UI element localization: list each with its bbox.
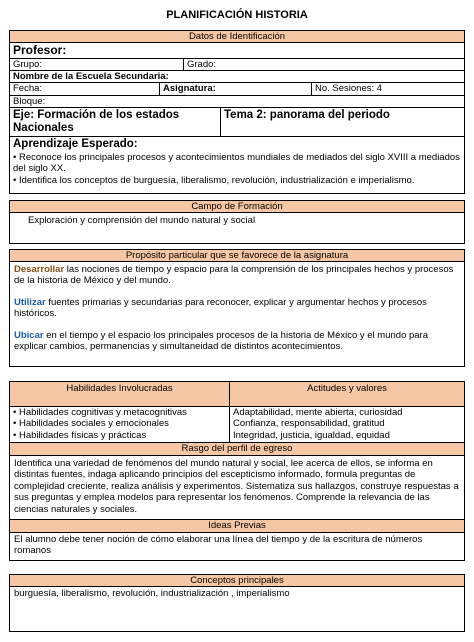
proposito-header: Propósito particular que se favorece de la asignatura [10,250,464,262]
list-item: • Identifica los conceptos de burguesía, liberalismo, revolución, industrialización e imperialismo. [13,175,461,186]
grupo-label: Grupo: [10,59,184,70]
rasgo-text: Identifica una variedad de fenómenos del mundo natural y social, lee acerca de ellos, se informa en distintas fuentes, indaga aplicando principios del escepticismo informado, formula preguntas de complejidad creciente, realiza análisis y experimentos. Sistematiza sus hallazgos, construye respuestas a sus preguntas y emplea modelos para representar los fenómenos. Comprende la relevancia de las ciencias naturales y sociales. [14,458,459,515]
fecha-label: Fecha: [10,83,160,95]
proposito-paragraph [14,297,460,320]
bloque-label: Bloque: [13,96,46,107]
actitud-item: Confianza, responsabilidad, gratitud [233,418,385,430]
campo-header: Campo de Formación [10,201,464,213]
actitudes-header: Actitudes y valores [307,383,387,394]
eje-label: Eje: Formación de los estados Nacionales [10,108,221,136]
proposito-paragraph [14,264,460,287]
proposito-paragraph [14,330,460,353]
proposito-text: las nociones de tiempo y espacio para la comprensión de los principales hechos y procesos de la historia de México y del mundo. [14,264,454,287]
aprendizaje-title: Aprendizaje Esperado: [13,138,138,150]
conceptos-text: burguesía, liberalismo, revolución, industrialización , imperialismo [14,588,290,599]
ideas-text: El alumno debe tener noción de cómo elaborar una línea del tiempo y de la escritura de números romanos [14,534,423,557]
list-item: • Habilidades físicas y prácticas [13,430,226,441]
tema-label: Tema 2: panorama del periodo [224,109,390,121]
rasgo-header: Rasgo del perfil de egreso [181,443,293,454]
aprendizaje-list [13,152,461,186]
proposito-keyword: Desarrollar [14,264,65,275]
proposito-section [9,249,465,367]
ideas-header: Ideas Previas [208,520,266,531]
actitud-item: Integridad, justicia, igualdad, equidad [233,429,390,441]
list-item: • Habilidades cognitivas y metacognitivas [13,407,226,418]
proposito-text: fuentes primarias y secundarias para reconocer, explicar y argumentar hechos y procesos históricos. [14,296,427,320]
conceptos-section [9,574,465,632]
list-item: • Habilidades sociales y emocionales [13,418,226,429]
escuela-label: Nombre de la Escuela Secundaria: [13,71,169,82]
proposito-text: en el tiempo y el espacio los principales procesos de la historia de México y el mundo para explicar cambios, permanencias y simultaneidad de distintos acontecimientos. [14,329,429,352]
habilidades-section [9,381,465,561]
identification-section [9,30,465,194]
campo-text: Exploración y comprensión del mundo natural y social [28,215,256,226]
proposito-keyword: Utilizar [14,296,46,308]
actitud-item: Adaptabilidad, mente abierta, curiosidad [233,407,403,418]
habilidades-list [13,407,226,441]
sesiones-label: No. Sesiones: 4 [315,83,383,94]
campo-section [9,200,465,244]
proposito-keyword: Ubicar [14,329,44,341]
grado-label: Grado: [187,59,217,70]
identification-header: Datos de Identificación [10,31,464,43]
habilidades-header: Habilidades Involucradas [10,382,230,406]
conceptos-header: Conceptos principales [10,575,464,587]
page-title: PLANIFICACIÓN HISTORIA [166,9,308,21]
list-item: • Reconoce los principales procesos y acontecimientos mundiales de mediados del siglo XVIII a mediados del siglo XX. [13,152,461,175]
profesor-label: Profesor: [13,43,67,57]
asignatura-label: Asignatura: [160,83,312,95]
